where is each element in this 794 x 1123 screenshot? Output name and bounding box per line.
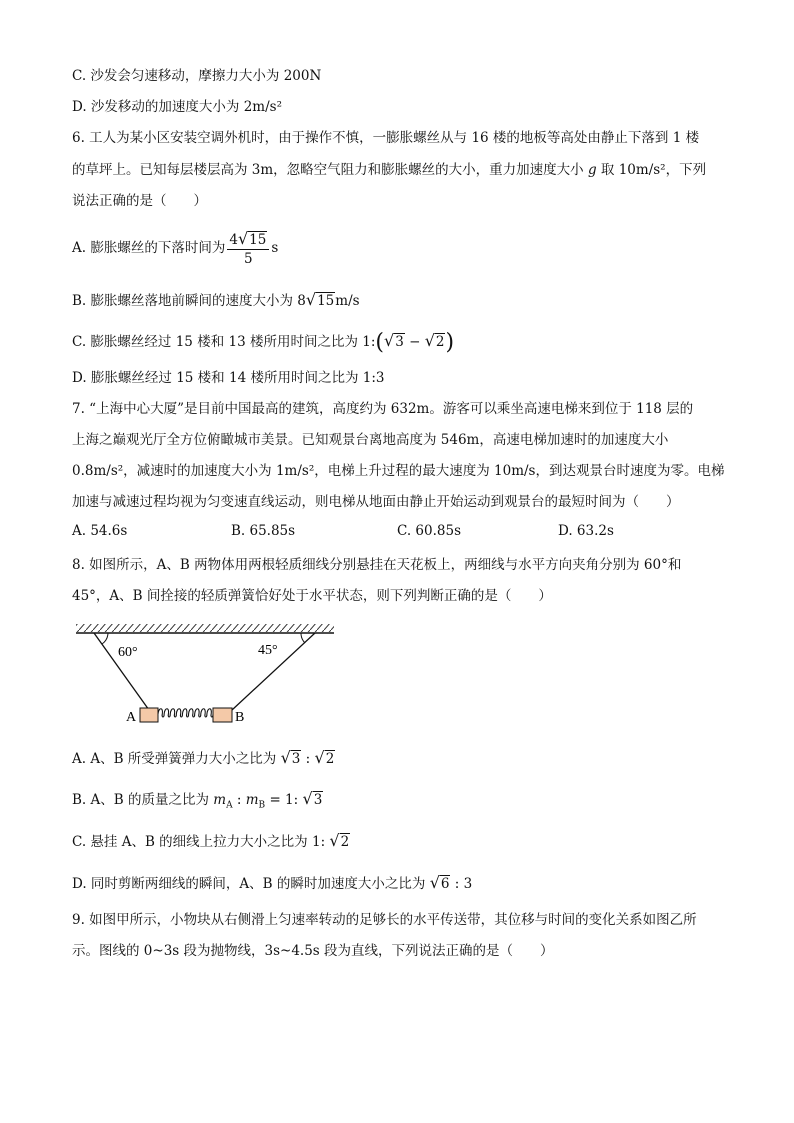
q7-stem-3: 0.8m/s²，减速时的加速度大小为 1m/s²，电梯上升过程的最大速度为 10m/s，到达观景台时速度为零。电梯 <box>72 463 725 479</box>
q7-option-b: B. 65.85s <box>231 523 296 539</box>
label-a: A <box>126 710 137 725</box>
q8-option-b: B. A、B 的质量之比为 $m_A$ : $m_B = 1$: √3 <box>72 789 323 811</box>
q6-stem-3: 说法正确的是（ ） <box>72 193 207 209</box>
angle-label-60: 60° <box>118 645 138 660</box>
q7-option-c: C. 60.85s <box>397 523 462 539</box>
q7-stem-1: 7. “上海中心大厦”是目前中国最高的建筑，高度约为 632m。游客可以乘坐高速电梯来到位于 118 层的 <box>72 401 694 417</box>
spring <box>158 709 213 717</box>
q7-option-d: D. 63.2s <box>558 523 614 539</box>
q7-option-a: A. 54.6s <box>72 523 128 539</box>
q8-stem-1: 8. 如图所示，A、B 两物体用两根轻质细线分别悬挂在天花板上，两细线与水平方向夹角分别为 60°和 <box>72 557 682 573</box>
q6-option-c: C. 膨胀螺丝经过 15 楼和 13 楼所用时间之比为 1:(√3 − √2) <box>72 330 455 355</box>
q8-stem-2: 45°，A、B 间拴接的轻质弹簧恰好处于水平状态，则下列判断正确的是（ ） <box>72 588 552 604</box>
q6-option-a: A. 膨胀螺丝的下落时间为 $\frac{4√15}{5}$ s <box>72 228 279 267</box>
q6-stem-2: 的草坪上。已知每层楼层高为 3m，忽略空气阻力和膨胀螺丝的大小，重力加速度大小 g 取 10m/s²，下列 <box>72 162 707 178</box>
option-c-prev: C. 沙发会匀速移动，摩擦力大小为 200N <box>72 68 322 84</box>
q6-option-d: D. 膨胀螺丝经过 15 楼和 14 楼所用时间之比为 1:3 <box>72 370 385 386</box>
hanging-blocks-diagram <box>72 622 342 728</box>
q7-stem-2: 上海之巅观光厅全方位俯瞰城市美景。已知观景台离地高度为 546m，高速电梯加速时的加速度大小 <box>72 432 669 448</box>
fraction: $\frac{4√15}{5}$ <box>227 230 269 268</box>
q8-option-d: D. 同时剪断两细线的瞬间，A、B 的瞬时加速度大小之比为 √6 : 3 <box>72 873 473 892</box>
q6-stem-1: 6. 工人为某小区安装空调外机时，由于操作不慎，一膨胀螺丝从与 16 楼的地板等高处由静止下落到 1 楼 <box>72 130 700 146</box>
label-b: B <box>235 710 245 725</box>
ceiling-hatch <box>76 624 334 632</box>
block-a <box>140 708 158 722</box>
q7-stem-4: 加速与减速过程均视为匀变速直线运动，则电梯从地面由静止开始运动到观景台的最短时间为（ ） <box>72 494 680 510</box>
q9-stem-2: 示。图线的 0~3s 段为抛物线，3s~4.5s 段为直线，下列说法正确的是（ ） <box>72 943 554 959</box>
q7-options <box>72 523 732 543</box>
q6-option-b: B. 膨胀螺丝落地前瞬间的速度大小为 8√15m/s <box>72 290 360 309</box>
q9-stem-1: 9. 如图甲所示，小物块从右侧滑上匀速率转动的足够长的水平传送带，其位移与时间的变化关系如图乙所 <box>72 912 697 928</box>
block-b <box>213 708 232 722</box>
q8-option-c: C. 悬挂 A、B 的细线上拉力大小之比为 1: √2 <box>72 831 350 850</box>
option-d-prev: D. 沙发移动的加速度大小为 2m/s² <box>72 99 282 115</box>
angle-label-45: 45° <box>258 643 278 658</box>
q8-option-a: A. A、B 所受弹簧弹力大小之比为 √3 : √2 <box>72 748 335 767</box>
